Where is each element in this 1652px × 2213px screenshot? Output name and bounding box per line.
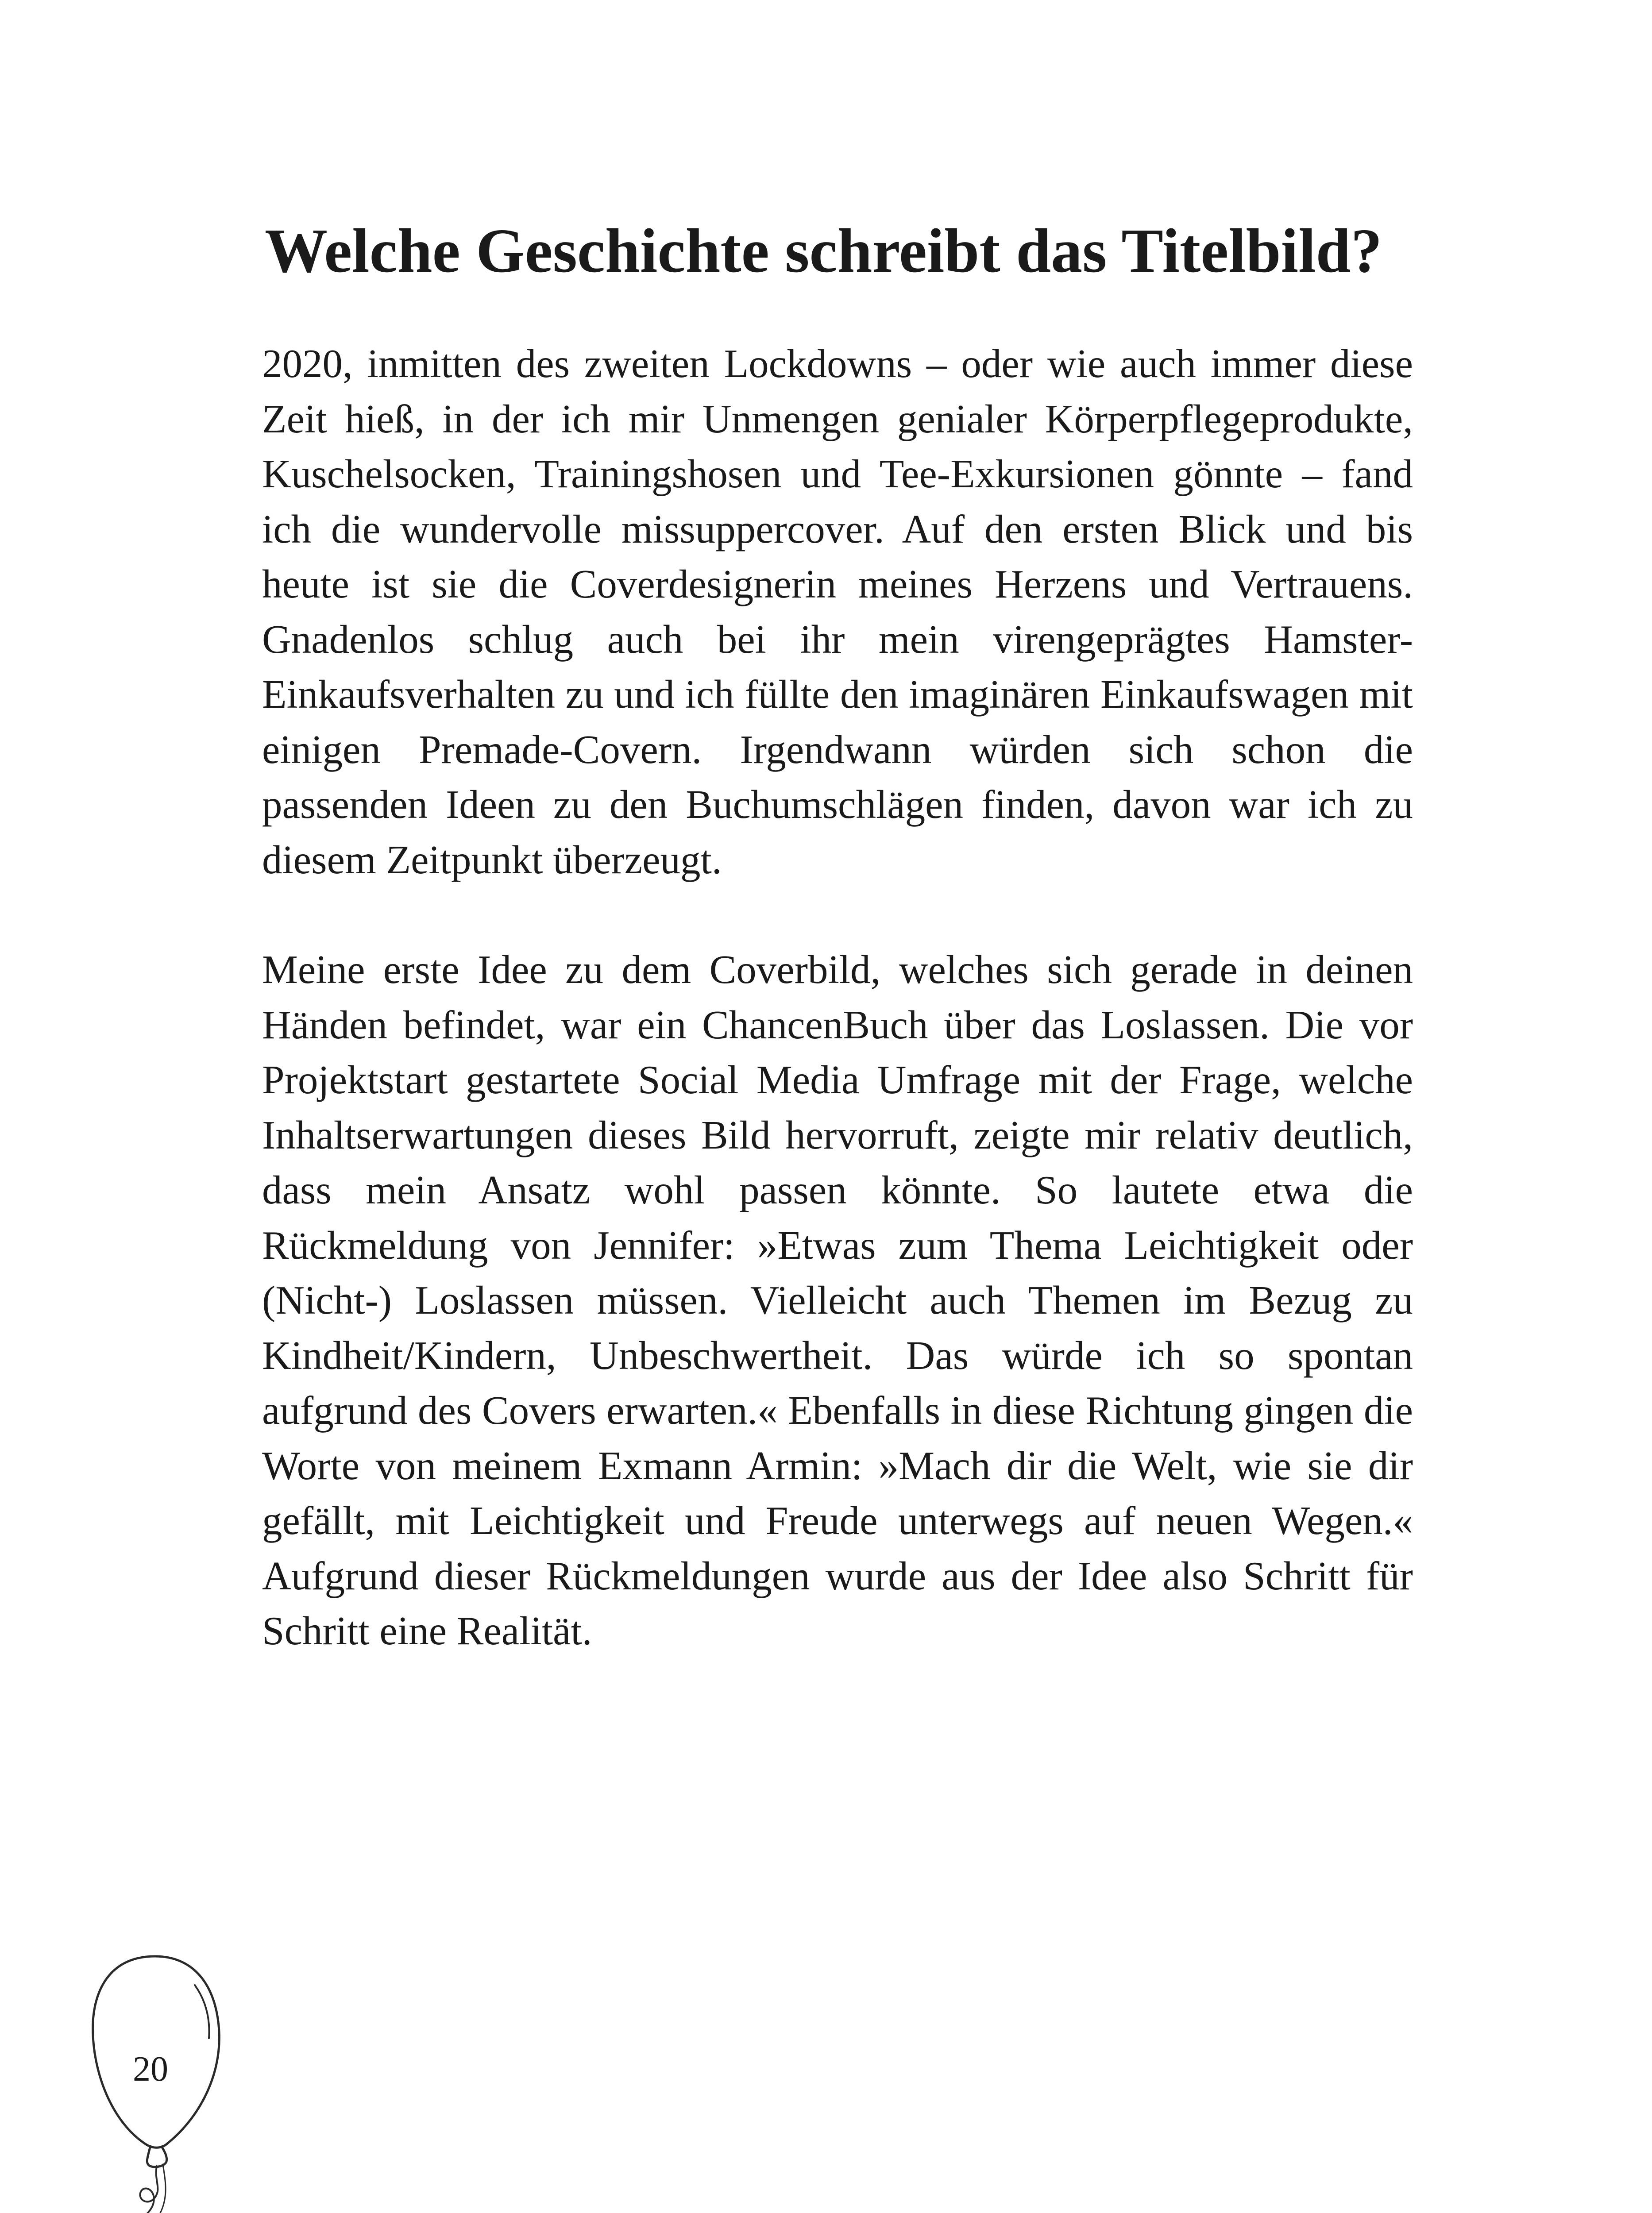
paragraph-2: Meine erste Idee zu dem Coverbild, welches sich gerade in deinen Händen befindet, war ein ChancenBuch über das Loslassen. Die vor Projektstart gestartete Social Media Umfrage mit der Frage, welche Inhaltserwartungen dieses Bild hervorruft, zeigte mir relativ deutlich, dass mein Ansatz wohl passen könnte. So lautete etwa die Rückmeldung von Jennifer: »Etwas zum Thema Leichtigkeit oder (Nicht-) Loslassen müssen. Vielleicht auch Themen im Bezug zu Kindheit/Kindern, Unbeschwertheit. Das würde ich so spontan aufgrund des Covers erwarten.« Ebenfalls in diese Richtung gingen die Worte von meinem Exmann Armin: »Mach dir die Welt, wie sie dir gefällt, mit Leichtigkeit und Freude unterwegs auf neuen Wegen.« Aufgrund dieser Rückmeldungen wurde aus der Idee also Schritt für Schritt eine Realität. bbox=[262, 947, 1413, 1653]
page-number: 20 bbox=[133, 2050, 168, 2089]
paragraph-1: 2020, inmitten des zweiten Lockdowns – oder wie auch immer diese Zeit hieß, in der ich mir Unmengen genialer Körperpflegeprodukte, Kuschelsocken, Trainingshosen und Tee-Exkursionen gönnte – fand ich die wundervolle missuppercover. Auf den ersten Blick und bis heute ist sie die Coverdesignerin meines Herzens und Vertrauens. Gnadenlos schlug auch bei ihr mein virengeprägtes Hamster-Einkaufsverhalten zu und ich füllte den imaginären Einkaufswagen mit einigen Premade-Covern. Irgendwann würden sich schon die passenden Ideen zu den Buchumschlägen finden, davon war ich zu diesem Zeitpunkt überzeugt. bbox=[262, 341, 1413, 882]
body-text bbox=[262, 336, 1413, 1659]
chapter-heading: Welche Geschichte schreibt das Titelbild? bbox=[265, 216, 1382, 285]
